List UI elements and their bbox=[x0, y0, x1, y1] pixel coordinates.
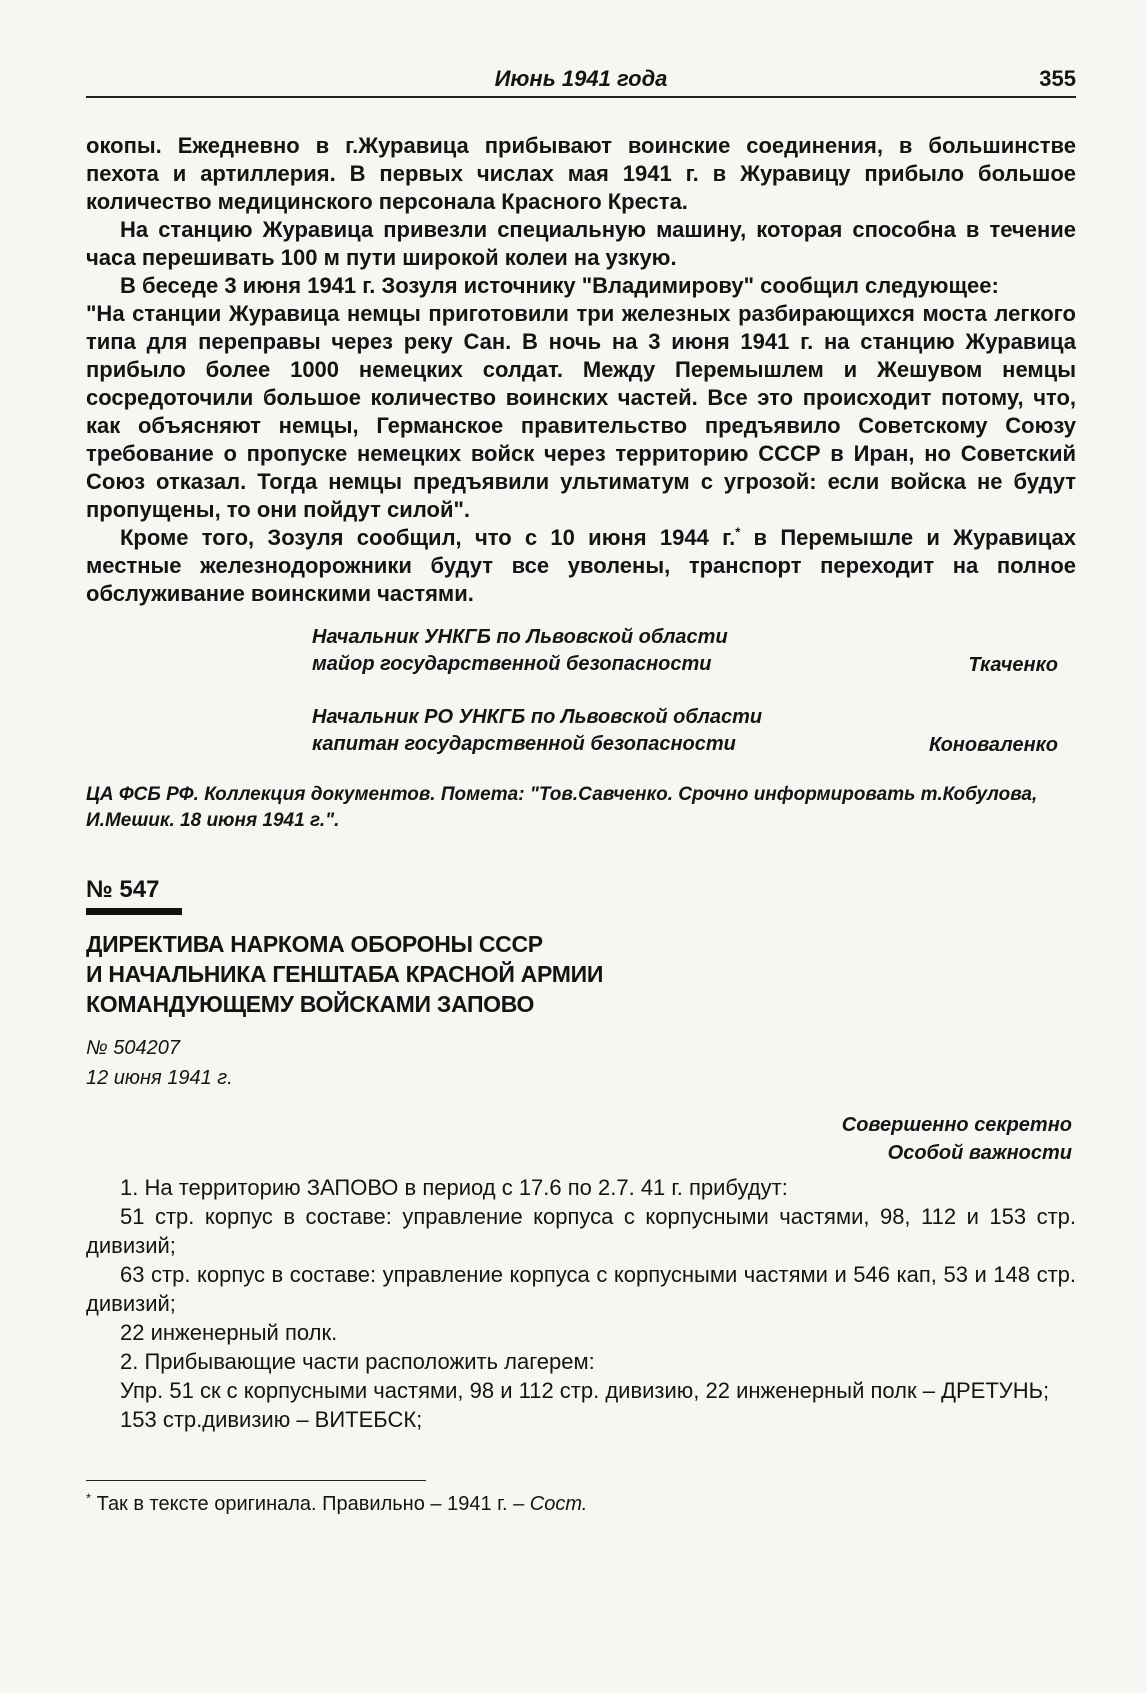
report-text bbox=[86, 132, 1076, 608]
paragraph-text: Кроме того, Зозуля сообщил, что с 10 июня 1944 г. bbox=[120, 525, 736, 550]
signature-name: Коноваленко bbox=[929, 734, 1058, 756]
footnote-marker: * bbox=[86, 1490, 92, 1506]
footnote-divider bbox=[86, 1480, 426, 1481]
footnote-text: Так в тексте оригинала. Правильно – 1941 г. – bbox=[91, 1493, 530, 1515]
title-bar-divider bbox=[86, 908, 182, 915]
document-number: № 547 bbox=[86, 876, 160, 903]
signature-block bbox=[86, 624, 1076, 680]
running-header bbox=[86, 62, 1076, 98]
paragraph: 22 инженерный полк. bbox=[120, 1320, 338, 1345]
directive-text bbox=[86, 1173, 1076, 1434]
paragraph bbox=[86, 524, 1076, 608]
signature-block bbox=[86, 704, 1076, 760]
paragraph: 2. Прибывающие части расположить лагерем: bbox=[120, 1349, 595, 1374]
signature-role-line: майор государственной безопасности bbox=[312, 653, 712, 675]
signature-role-line: Начальник УНКГБ по Львовской области bbox=[312, 626, 728, 648]
paragraph: На станцию Журавица привезли специальную машину, которая способна в течение часа перешивать 100 м пути широкой колеи на узкую. bbox=[86, 217, 1076, 270]
classification-stamp bbox=[86, 1111, 1076, 1167]
paragraph-text: в Перемышле и Журавицах местные железнодорожники будут все уволены, транспорт переходит на полное обслуживание воинскими частями. bbox=[86, 525, 1076, 606]
reference-number: № 504207 bbox=[86, 1037, 180, 1059]
document-page bbox=[86, 62, 1076, 1517]
document-meta bbox=[86, 1033, 1076, 1093]
paragraph: 51 стр. корпус в составе: управление корпуса с корпусными частями, 98, 112 и 153 стр. дивизий; bbox=[86, 1204, 1076, 1258]
title-line: КОМАНДУЮЩЕМУ ВОЙСКАМИ ЗАПОВО bbox=[86, 991, 535, 1017]
signature-role bbox=[312, 624, 728, 678]
paragraph: В беседе 3 июня 1941 г. Зозуля источнику "Владимирову" сообщил следующее: bbox=[120, 273, 999, 298]
document-title bbox=[86, 929, 1076, 1019]
paragraph: 153 стр.дивизию – ВИТЕБСК; bbox=[120, 1407, 423, 1432]
paragraph: "На станции Журавица немцы приготовили три железных разбирающихся моста легкого типа для переправы через реку Сан. В ночь на 3 июня 1941 г. на станцию Журавица прибыло более 1000 немецких солдат. Между Перемышлем и Жешувом немцы сосредоточили большое количество воинских частей. Все это происходит потому, что, как объясняют немцы, Германское правительство предъявило Советскому Союзу требование о пропуске немецких войск через территорию СССР в Иран, но Советский Союз отказал. Тогда немцы предъявили ультиматум с угрозой: если войска не будут пропущены, то они пойдут силой". bbox=[86, 301, 1076, 522]
paragraph: Упр. 51 ск с корпусными частями, 98 и 112 стр. дивизию, 22 инженерный полк – ДРЕТУНЬ; bbox=[120, 1378, 1050, 1403]
running-title: Июнь 1941 года bbox=[494, 66, 668, 91]
signature-role-line: капитан государственной безопасности bbox=[312, 733, 736, 755]
footnote bbox=[86, 1491, 1076, 1517]
title-line: И НАЧАЛЬНИКА ГЕНШТАБА КРАСНОЙ АРМИИ bbox=[86, 961, 604, 987]
stamp-line: Совершенно секретно bbox=[841, 1114, 1072, 1136]
stamp-line: Особой важности bbox=[887, 1142, 1072, 1164]
paragraph: окопы. Ежедневно в г.Журавица прибывают воинские соединения, в большинстве пехота и артиллерия. В первых числах мая 1941 г. в Журавицу прибыло большое количество медицинского персонала Красного Креста. bbox=[86, 133, 1076, 214]
paragraph: 63 стр. корпус в составе: управление корпуса с корпусными частями и 546 кап, 53 и 148 стр. дивизий; bbox=[86, 1262, 1076, 1316]
document-date: 12 июня 1941 г. bbox=[86, 1067, 233, 1089]
page-number: 355 bbox=[1039, 66, 1076, 91]
signature-role-line: Начальник РО УНКГБ по Львовской области bbox=[312, 706, 763, 728]
footnote-abbrev: Сост. bbox=[529, 1493, 588, 1515]
title-line: ДИРЕКТИВА НАРКОМА ОБОРОНЫ СССР bbox=[86, 931, 543, 957]
signature-name: Ткаченко bbox=[968, 654, 1058, 676]
footnote-ref: * bbox=[735, 524, 741, 540]
signature-role bbox=[312, 704, 762, 758]
paragraph: 1. На территорию ЗАПОВО в период с 17.6 по 2.7. 41 г. прибудут: bbox=[120, 1175, 788, 1200]
source-note: ЦА ФСБ РФ. Коллекция документов. Помета: "Тов.Савченко. Срочно информировать т.Кобулова, И.Мешик. 18 июня 1941 г.". bbox=[86, 784, 1038, 831]
